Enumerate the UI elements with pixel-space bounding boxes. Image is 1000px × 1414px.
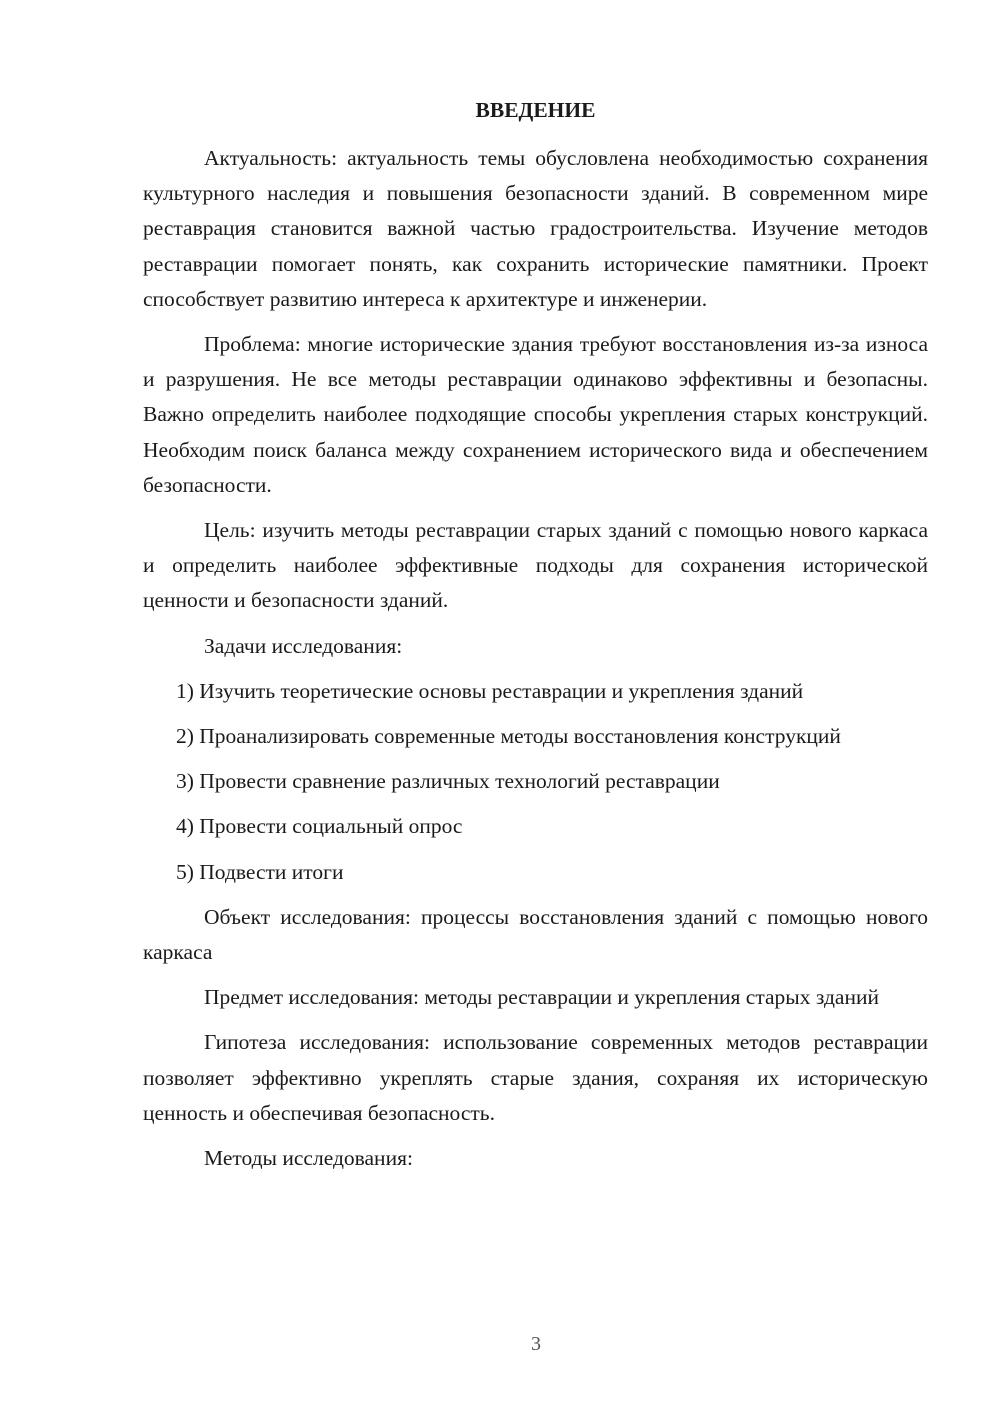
list-item-task-1: 1) Изучить теоретические основы реставрации и укрепления зданий [176, 678, 804, 703]
paragraph-hypothesis: Гипотеза исследования: использование современных методов реставрации позволяет эффективно укреплять старые здания, сохраняя их историческую ценность и обеспечивая безопасность. [143, 1030, 928, 1125]
paragraph-object: Объект исследования: процессы восстановления зданий с помощью нового каркаса [143, 904, 928, 965]
list-item-task-3: 3) Провести сравнение различных технологий реставрации [176, 769, 720, 794]
paragraph-subject: Предмет исследования: методы реставрации и укрепления старых зданий [204, 985, 879, 1010]
paragraph-problem: Проблема: многие исторические здания требуют восстановления из-за износа и разрушения. Не все методы реставрации одинаково эффективны и безопасны. Важно определить наиболее подходящие способы укрепления старых конструкций. Необходим поиск баланса между сохранением исторического вида и обеспечением безопасности. [143, 332, 928, 497]
paragraph-relevance: Актуальность: актуальность темы обусловлена необходимостью сохранения культурного наследия и повышения безопасности зданий. В современном мире реставрация становится важной частью градостроительства. Изучение методов реставрации помогает понять, как сохранить исторические памятники. Проект способствует развитию интереса к архитектуре и инженерии. [143, 146, 928, 311]
page-number: 3 [531, 1333, 541, 1355]
paragraph-methods-intro: Методы исследования: [204, 1146, 413, 1171]
list-item-task-2: 2) Проанализировать современные методы восстановления конструкций [176, 724, 841, 749]
page-content [143, 96, 928, 1186]
paragraph-goal: Цель: изучить методы реставрации старых зданий с помощью нового каркаса и определить наиболее эффективные подходы для сохранения исторической ценности и безопасности зданий. [143, 518, 928, 613]
list-item-task-4: 4) Провести социальный опрос [176, 814, 463, 839]
paragraph-tasks-intro: Задачи исследования: [204, 633, 403, 658]
list-item-task-5: 5) Подвести итоги [176, 859, 344, 884]
page-title: ВВЕДЕНИЕ [475, 98, 596, 122]
